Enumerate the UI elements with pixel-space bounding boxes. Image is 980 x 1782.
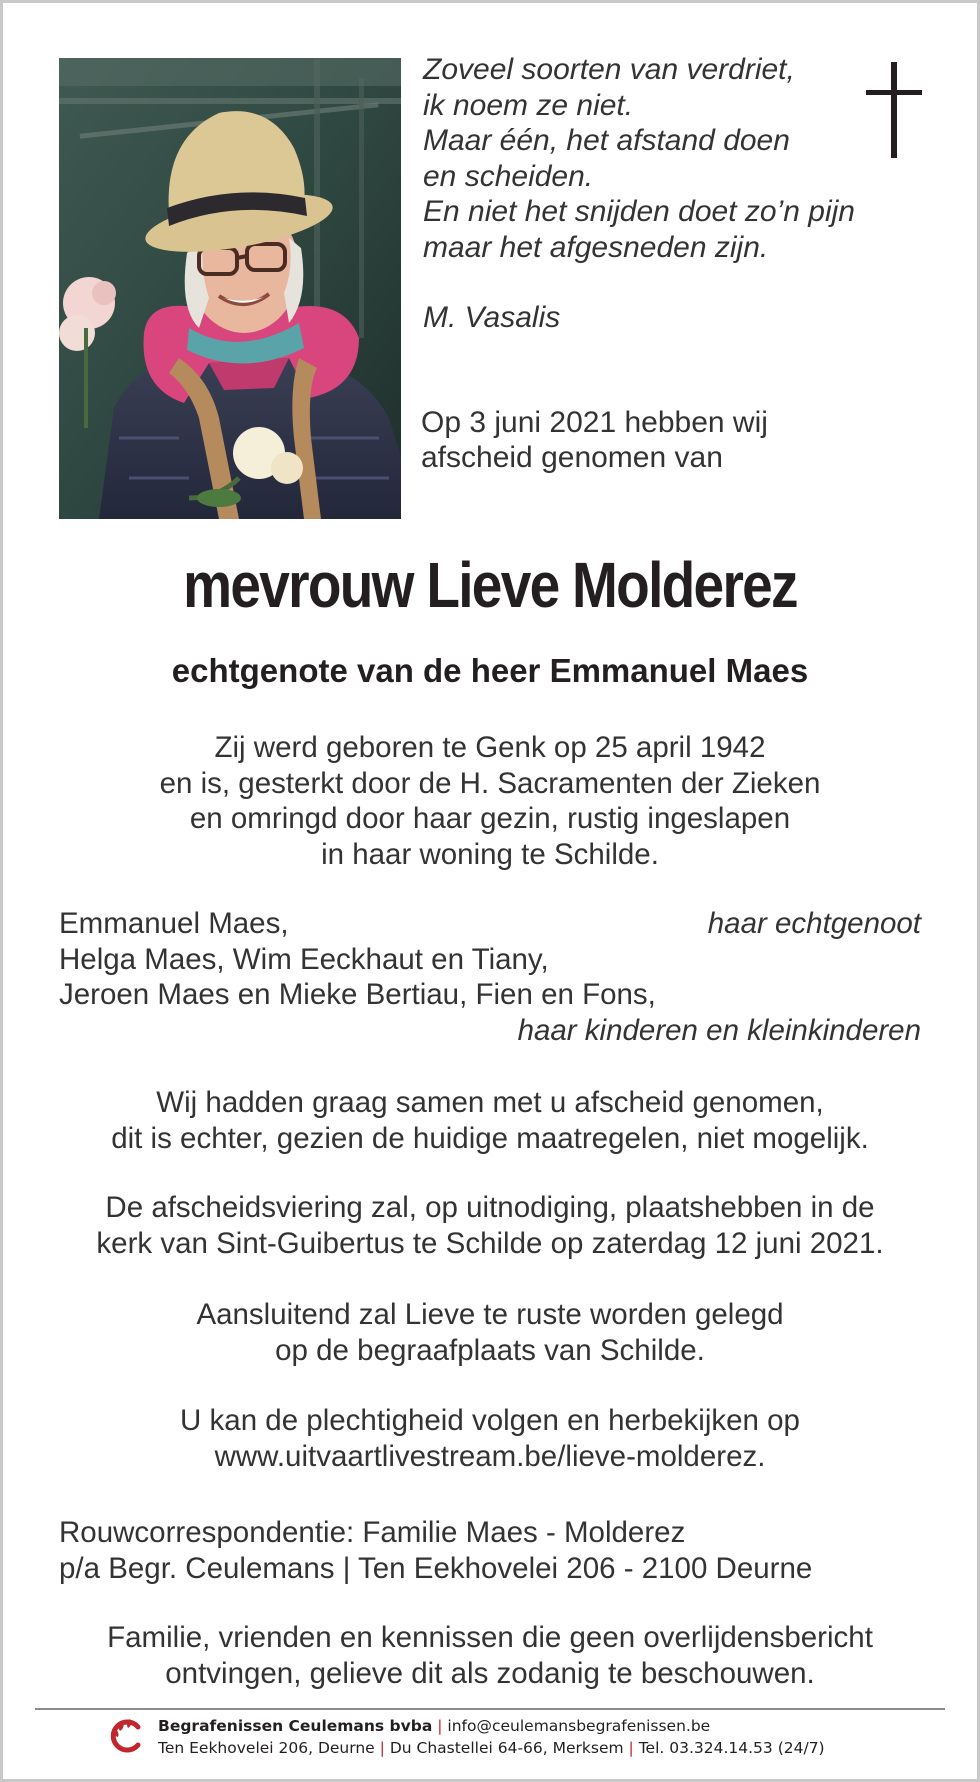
notice-text bbox=[0, 1085, 980, 1156]
funeral-home-logo-icon bbox=[108, 1715, 152, 1759]
livestream-text bbox=[0, 1403, 980, 1474]
correspondence-line: p/a Begr. Ceulemans | Ten Eekhovelei 206 - 2100 Deurne bbox=[59, 1551, 813, 1585]
poem-line: En niet het snijden doet zo’n pijn bbox=[423, 195, 855, 228]
poem-line: en scheiden. bbox=[423, 159, 594, 193]
family-list bbox=[59, 906, 921, 1048]
correspondence-line: Rouwcorrespondentie: Familie Maes - Molderez bbox=[59, 1516, 686, 1549]
footer-divider bbox=[35, 1708, 945, 1710]
footer-address: Ten Eekhovelei 206, Deurne bbox=[158, 1739, 375, 1757]
poem-line: ik noem ze niet. bbox=[423, 88, 634, 122]
spouse-line: echtgenote van de heer Emmanuel Maes bbox=[171, 652, 809, 689]
intro-line: afscheid genomen van bbox=[421, 441, 723, 474]
intro-line: Op 3 juni 2021 hebben wij bbox=[421, 406, 768, 439]
family-children-role: haar kinderen en kleinkinderen bbox=[517, 1013, 921, 1047]
poem-line: maar het afgesneden zijn. bbox=[423, 230, 769, 264]
closing-line: ontvingen, gelieve dit als zodanig te beschouwen. bbox=[165, 1656, 815, 1690]
footer-separator: | bbox=[437, 1717, 443, 1735]
footer-email[interactable]: info@ceulemansbegrafenissen.be bbox=[447, 1717, 711, 1735]
deceased-name: mevrouw Lieve Molderez bbox=[183, 549, 797, 621]
footer-phone[interactable]: Tel. 03.324.14.53 (24/7) bbox=[638, 1739, 825, 1757]
bio-text bbox=[0, 730, 980, 872]
portrait-photo bbox=[59, 58, 401, 519]
footer bbox=[108, 1712, 825, 1762]
footer-company: Begrafenissen Ceulemans bvba bbox=[158, 1717, 433, 1735]
burial-line: op de begraafplaats van Schilde. bbox=[275, 1333, 705, 1367]
poem-author: M. Vasalis bbox=[423, 301, 561, 334]
closing-text bbox=[0, 1620, 980, 1691]
bio-line: in haar woning te Schilde. bbox=[321, 837, 659, 871]
notice-line: Wij hadden graag samen met u afscheid genomen, bbox=[156, 1086, 824, 1119]
bio-line: Zij werd geboren te Genk op 25 april 1942 bbox=[214, 731, 766, 764]
cross-icon bbox=[866, 62, 922, 158]
burial-text bbox=[0, 1297, 980, 1368]
intro-text bbox=[421, 405, 768, 475]
service-line: kerk van Sint-Guibertus te Schilde op zaterdag 12 juni 2021. bbox=[96, 1226, 884, 1260]
family-children-line: Helga Maes, Wim Eeckhaut en Tiany, bbox=[59, 942, 549, 976]
livestream-url[interactable]: www.uitvaartlivestream.be/lieve-molderez. bbox=[214, 1439, 766, 1473]
notice-line: dit is echter, gezien de huidige maatregelen, niet mogelijk. bbox=[111, 1121, 869, 1155]
service-text bbox=[0, 1190, 980, 1261]
bio-line: en is, gesterkt door de H. Sacramenten der Zieken bbox=[159, 766, 821, 800]
correspondence bbox=[59, 1515, 812, 1586]
service-line: De afscheidsviering zal, op uitnodiging, plaatshebben in de bbox=[105, 1191, 875, 1224]
family-spouse-role: haar echtgenoot bbox=[707, 907, 921, 940]
footer-separator: | bbox=[379, 1739, 385, 1757]
burial-line: Aansluitend zal Lieve te ruste worden gelegd bbox=[196, 1298, 784, 1331]
family-children-line: Jeroen Maes en Mieke Bertiau, Fien en Fons, bbox=[59, 978, 656, 1011]
footer-separator: | bbox=[628, 1739, 634, 1757]
poem-line: Maar één, het afstand doen bbox=[423, 124, 790, 157]
footer-address: Du Chastellei 64-66, Merksem bbox=[389, 1739, 624, 1757]
family-spouse-name: Emmanuel Maes, bbox=[59, 907, 289, 940]
bio-line: en omringd door haar gezin, rustig ingeslapen bbox=[189, 802, 791, 835]
closing-line: Familie, vrienden en kennissen die geen overlijdensbericht bbox=[107, 1621, 873, 1654]
poem-line: Zoveel soorten van verdriet, bbox=[423, 53, 795, 86]
poem bbox=[423, 52, 873, 336]
livestream-line: U kan de plechtigheid volgen en herbekijken op bbox=[180, 1404, 800, 1437]
